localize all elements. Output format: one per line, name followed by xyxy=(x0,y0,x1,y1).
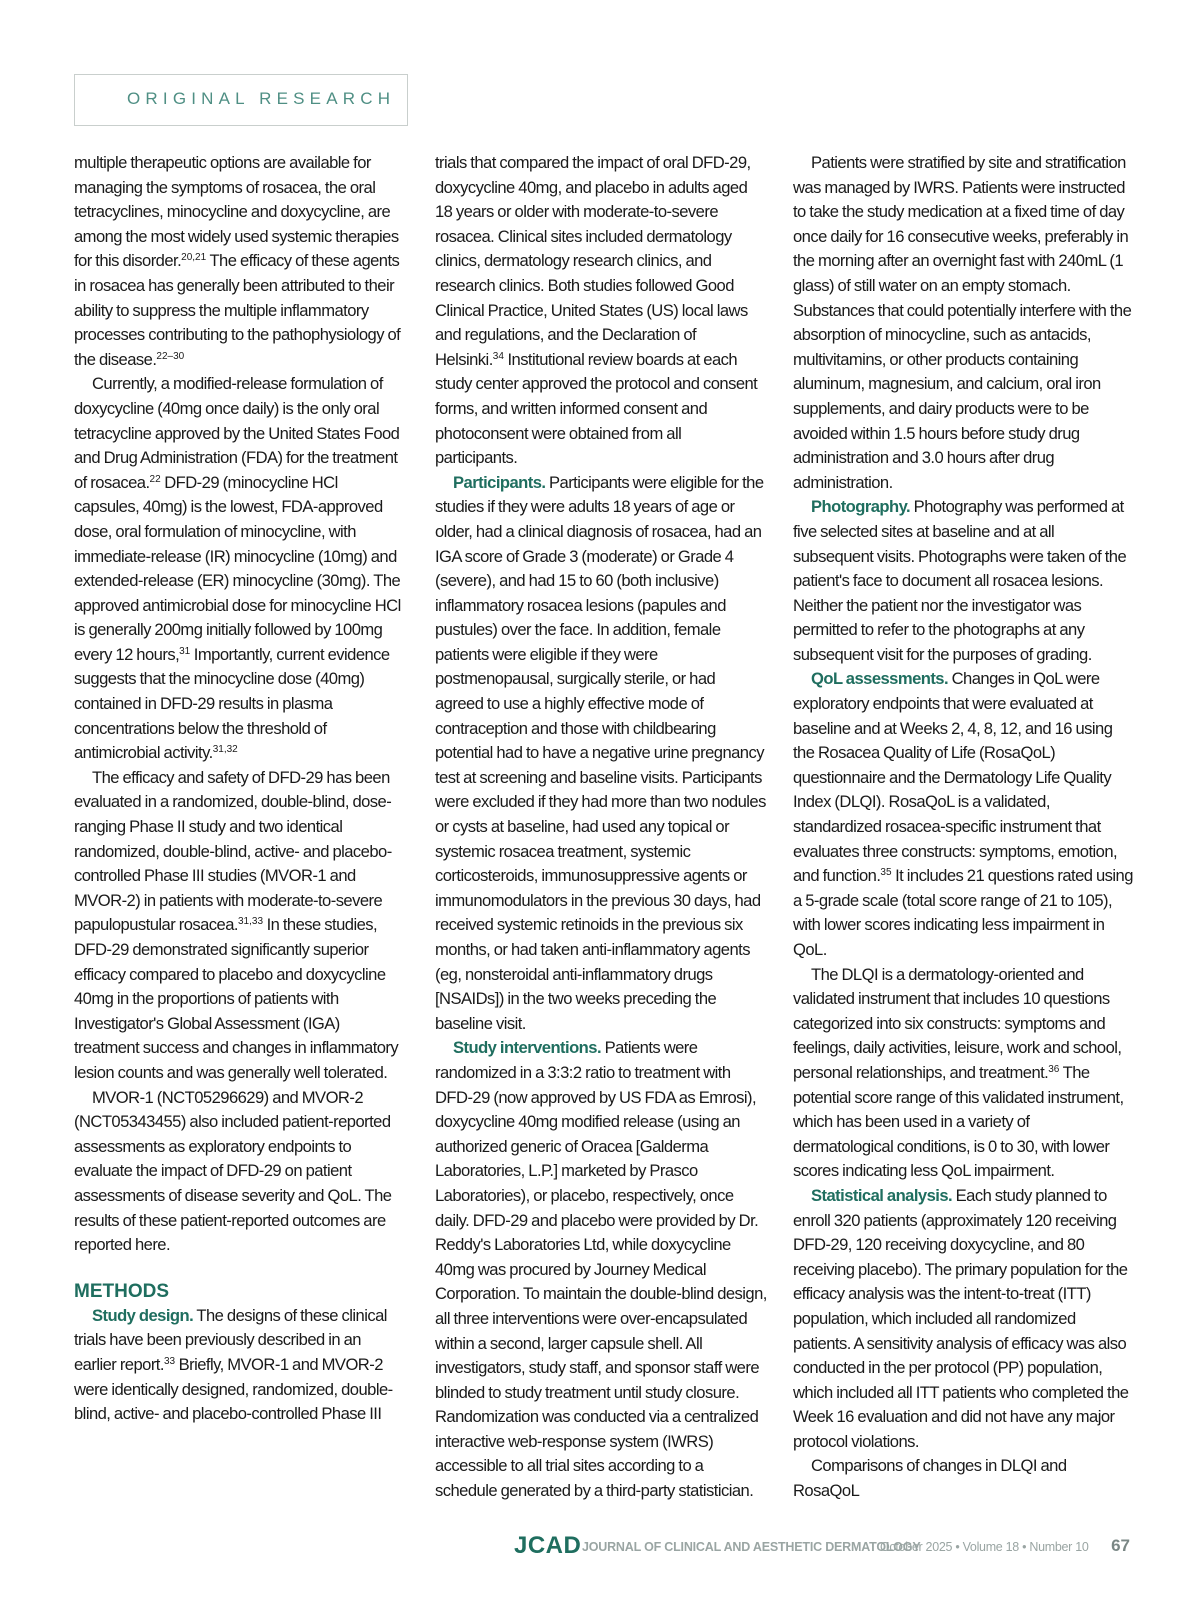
column-1 xyxy=(74,151,406,1427)
journal-name: JOURNAL OF CLINICAL AND AESTHETIC DERMATOLOGY xyxy=(582,1540,921,1554)
paragraph: Comparisons of changes in DLQI and RosaQoL xyxy=(793,1456,1067,1501)
paragraph-interventions: Study interventions. Patients were randomized in a 3:3:2 ratio to treatment with DFD-29 (now approved by US FDA as Emrosi), doxycycline 40mg modified release (using an authorized generic of Oracea [Galderma Laboratories, L.P.] marketed by Prasco Laboratories), or placebo, respectively, once daily. DFD-29 and placebo were provided by Dr. Reddy's Laboratories Ltd, while doxycycline 40mg was procured by Journey Medical Corporation. To maintain the double-blind design, all three interventions were over-encapsulated within a second, larger capsule shell. All investigators, study staff, and sponsor staff were blinded to study treatment until study closure. Randomization was conducted via a centralized interactive web-response system (IWRS) accessible to all trial sites according to a schedule generated by a third-party statistician. xyxy=(435,1038,767,1501)
subheading: QoL assessments. xyxy=(811,669,949,689)
paragraph: trials that compared the impact of oral DFD-29, doxycycline 40mg, and placebo in adults aged 18 years or older with moderate-to-severe rosacea. Clinical sites included dermatology clinics, dermatology research clinics, and research clinics. Both studies followed Good Clinical Practice, United States (US) local laws and regulations, and the Declaration of Helsinki.$^{34}$ Institutional review boards at each study center approved the protocol and consent forms, and written informed consent and photoconsent were obtained from all participants. xyxy=(435,153,758,468)
paragraph-participants: Participants. Participants were eligible for the studies if they were adults 18 years of age or older, had a clinical diagnosis of rosacea, had an IGA score of Grade 3 (moderate) or Grade 4 (severe), and had 15 to 60 (both inclusive) inflammatory rosacea lesions (papules and pustules) over the face. In addition, female patients were eligible if they were postmenopausal, surgically sterile, or had agreed to use a highly effective mode of contraception and those with childbearing potential had to have a negative urine pregnancy test at screening and baseline visits. Participants were excluded if they had more than two nodules or cysts at baseline, had used any topical or systemic rosacea treatment, systemic corticosteroids, immunosuppressive agents or immunomodulators in the previous 30 days, had received systemic retinoids in the previous six months, or had taken anti-inflammatory agents (eg, nonsteroidal anti-inflammatory drugs [NSAIDs]) in the two weeks preceding the baseline visit. xyxy=(435,472,766,1033)
page-number: 67 xyxy=(1111,1536,1130,1555)
paragraph: Currently, a modified-release formulation of doxycycline (40mg once daily) is the only oral tetracycline approved by the United States Food and Drug Administration (FDA) for the treatment of rosacea.$^{22}$ DFD-29 (minocycline HCl capsules, 40mg) is the lowest, FDA-approved dose, oral formulation of minocycline, with immediate-release (IR) minocycline (10mg) and extended-release (ER) minocycline (30mg). The approved antimicrobial dose for minocycline HCl is generally 200mg initially followed by 100mg every 12 hours,$^{31}$ Importantly, current evidence suggests that the minocycline dose (40mg) contained in DFD-29 results in plasma concentrations below the threshold of antimicrobial activity.$^{31,32}$ xyxy=(74,374,401,763)
paragraph-photography: Photography. Photography was performed at five selected sites at baseline and at all subsequent visits. Photographs were taken of the patient's face to document all rosacea lesions. Neither the patient nor the investigator was permitted to refer to the photographs at any subsequent visit for the purposes of grading. xyxy=(793,497,1127,664)
paragraph-study-design: Study design. The designs of these clinical trials have been previously described in an earlier report.$^{33}$ Briefly, MVOR-1 and MVOR-2 were identically designed, randomized, double-blind, active- and placebo-controlled Phase III xyxy=(74,1305,393,1424)
paragraph: Patients were stratified by site and stratification was managed by IWRS. Patients were instructed to take the study medication at a fixed time of day once daily for 16 consecutive weeks, preferably in the morning after an overnight fast with 240mL (1 glass) of still water on an empty stomach. Substances that could potentially interfere with the absorption of minocycline, such as antacids, multivitamins, or other products containing aluminum, magnesium, and calcium, oral iron supplements, and dairy products were to be avoided within 1.5 hours before study drug administration and 3.0 hours after drug administration. xyxy=(793,153,1132,492)
column-3 xyxy=(793,151,1133,1504)
subheading: Statistical analysis. xyxy=(811,1185,953,1205)
paragraph-qol: QoL assessments. Changes in QoL were exploratory endpoints that were evaluated at baseline and at Weeks 2, 4, 8, 12, and 16 using the Rosacea Quality of Life (RosaQoL) questionnaire and the Dermatology Life Quality Index (DLQI). RosaQoL is a validated, standardized rosacea-specific instrument that evaluates three constructs: symptoms, emotion, and function.$^{35}$ It includes 21 questions rated using a 5-grade scale (total score range of 21 to 105), with lower scores indicating less impairment in QoL. xyxy=(793,669,1133,959)
methods-heading: METHODS xyxy=(74,1280,169,1302)
subheading: Study interventions. xyxy=(453,1038,602,1058)
page-footer xyxy=(514,1532,1164,1560)
column-2 xyxy=(435,151,767,1504)
paragraph: MVOR-1 (NCT05296629) and MVOR-2 (NCT05343455) also included patient-reported assessments as exploratory endpoints to evaluate the impact of DFD-29 on patient assessments of disease severity and QoL. The results of these patient-reported outcomes are reported here. xyxy=(74,1087,392,1255)
section-label: ORIGINAL RESEARCH xyxy=(127,89,396,108)
issue-info: October 2025 • Volume 18 • Number 10 xyxy=(880,1540,1089,1554)
subheading: Participants. xyxy=(453,472,546,492)
journal-logo: JCAD xyxy=(514,1532,582,1559)
paragraph-stats: Statistical analysis. Each study planned to enroll 320 patients (approximately 120 receiving DFD-29, 120 receiving doxycycline, and 80 receiving placebo). The primary population for the efficacy analysis was the intent-to-treat (ITT) population, which included all randomized patients. A sensitivity analysis of efficacy was also conducted in the per protocol (PP) population, which included all ITT patients who completed the Week 16 evaluation and did not have any major protocol violations. xyxy=(793,1185,1129,1451)
section-tag xyxy=(74,74,408,126)
subheading: Photography. xyxy=(811,497,911,517)
subheading: Study design. xyxy=(92,1305,194,1325)
paragraph: multiple therapeutic options are available for managing the symptoms of rosacea, the oral tetracyclines, minocycline and doxycycline, are among the most widely used systemic therapies for this disorder.$^{20,21}$ The efficacy of these agents in rosacea has generally been attributed to their ability to suppress the multiple inflammatory processes contributing to the pathophysiology of the disease.$^{22-30}$ xyxy=(74,153,401,369)
paragraph: The efficacy and safety of DFD-29 has been evaluated in a randomized, double-blind, dose-ranging Phase II study and two identical randomized, double-blind, active- and placebo-controlled Phase III studies (MVOR-1 and MVOR-2) in patients with moderate-to-severe papulopustular rosacea.$^{31,33}$ In these studies, DFD-29 demonstrated significantly superior efficacy compared to placebo and doxycycline 40mg in the proportions of patients with Investigator's Global Assessment (IGA) treatment success and changes in inflammatory lesion counts and was generally well tolerated. xyxy=(74,767,399,1082)
paragraph: The DLQI is a dermatology-oriented and validated instrument that includes 10 questions categorized into six constructs: symptoms and feelings, daily activities, leisure, work and school, personal relationships, and treatment.$^{36}$ The potential score range of this validated instrument, which has been used in a variety of dermatological conditions, is 0 to 30, with lower scores indicating less QoL impairment. xyxy=(793,964,1124,1181)
